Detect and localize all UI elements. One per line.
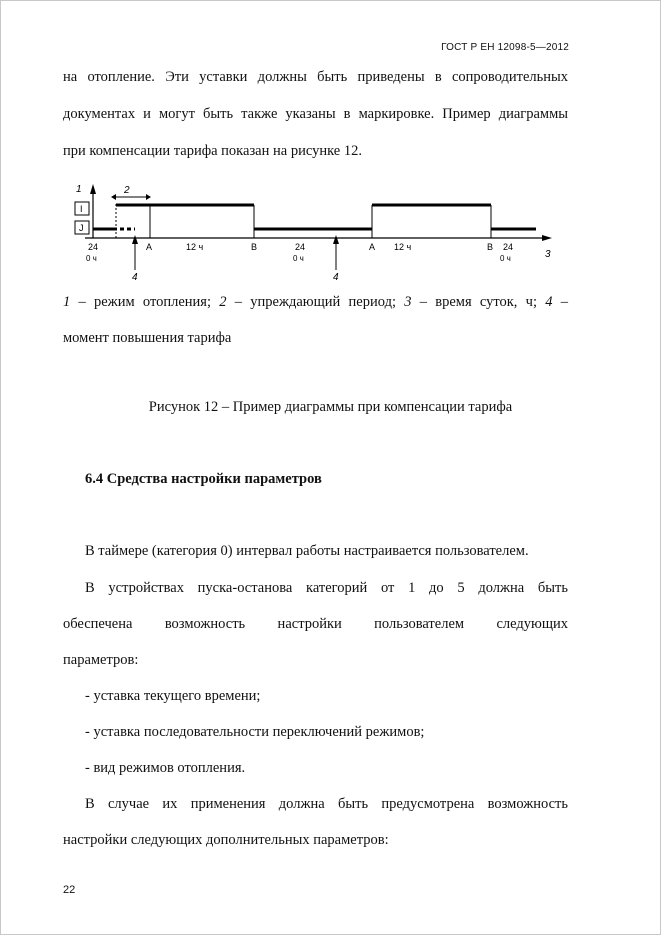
- paragraph3-line2: обеспечена возможность настройки пользователем следующих: [63, 616, 568, 632]
- tick-0h-a: 0 ч: [86, 254, 97, 263]
- legend-text-1: – режим отопления;: [70, 294, 220, 310]
- legend-num-3: 3: [404, 294, 412, 310]
- callout-4b: 4: [333, 272, 339, 283]
- tick-12h-2: 12 ч: [394, 242, 412, 252]
- legend-line1: [63, 293, 568, 311]
- legend-num-1: 1: [63, 294, 71, 310]
- paragraph2: В таймере (категория 0) интервал работы настраивается пользователем.: [85, 543, 529, 559]
- tick-0h-b: 0 ч: [293, 254, 304, 263]
- list-item: - уставка последовательности переключений режимов;: [85, 724, 425, 740]
- tariff-diagram: [60, 180, 570, 290]
- tick-24-c: 24: [503, 242, 514, 252]
- legend-num-2: 2: [219, 294, 227, 310]
- paragraph4-line1: В случае их применения должна быть предусмотрена возможность: [85, 796, 568, 812]
- list-item: - уставка текущего времени;: [85, 688, 261, 704]
- tick-a-1: A: [146, 242, 153, 252]
- tick-24-b: 24: [295, 242, 306, 252]
- paragraph1-line2: документах и могут быть также указаны в маркировке. Пример диаграммы: [63, 106, 568, 122]
- tick-24-a: 24: [88, 242, 99, 252]
- page-number: 22: [63, 884, 76, 896]
- legend-text-3: – время суток, ч;: [411, 294, 546, 310]
- legend-line2: момент повышения тарифа: [63, 330, 232, 346]
- callout-1: 1: [76, 184, 82, 195]
- tick-b-1: B: [251, 242, 258, 252]
- list-item: - вид режимов отопления.: [85, 760, 246, 776]
- time-axis-arrow: [542, 235, 552, 241]
- legend-text-2: – упреждающий период;: [226, 294, 405, 310]
- document-header: ГОСТ Р ЕН 12098-5—2012: [441, 42, 569, 53]
- tick-12h-1: 12 ч: [186, 242, 204, 252]
- paragraph3-line1: В устройствах пуска-останова категорий от 1 до 5 должна быть: [85, 580, 568, 596]
- figure-caption: Рисунок 12 – Пример диаграммы при компенсации тарифа: [148, 399, 513, 415]
- paragraph4-line2: настройки следующих дополнительных параметров:: [63, 832, 389, 848]
- paragraph1-line1: на отопление. Эти уставки должны быть приведены в сопроводительных: [63, 69, 568, 85]
- tick-a-2: A: [369, 242, 376, 252]
- mode-label-j: J: [79, 223, 84, 233]
- vertical-axis-arrow: [90, 184, 96, 194]
- legend-text-4: –: [552, 294, 568, 310]
- mode-label-i: I: [80, 204, 83, 214]
- callout-3: 3: [545, 249, 551, 260]
- callout-4a: 4: [132, 272, 138, 283]
- callout-2: 2: [124, 185, 130, 196]
- section-heading: 6.4 Средства настройки параметров: [85, 471, 322, 487]
- paragraph1-line3: при компенсации тарифа показан на рисунке 12.: [63, 143, 362, 159]
- legend-num-4: 4: [545, 294, 553, 310]
- tick-0h-c: 0 ч: [500, 254, 511, 263]
- tick-b-2: B: [487, 242, 494, 252]
- paragraph3-line3: параметров:: [63, 652, 139, 668]
